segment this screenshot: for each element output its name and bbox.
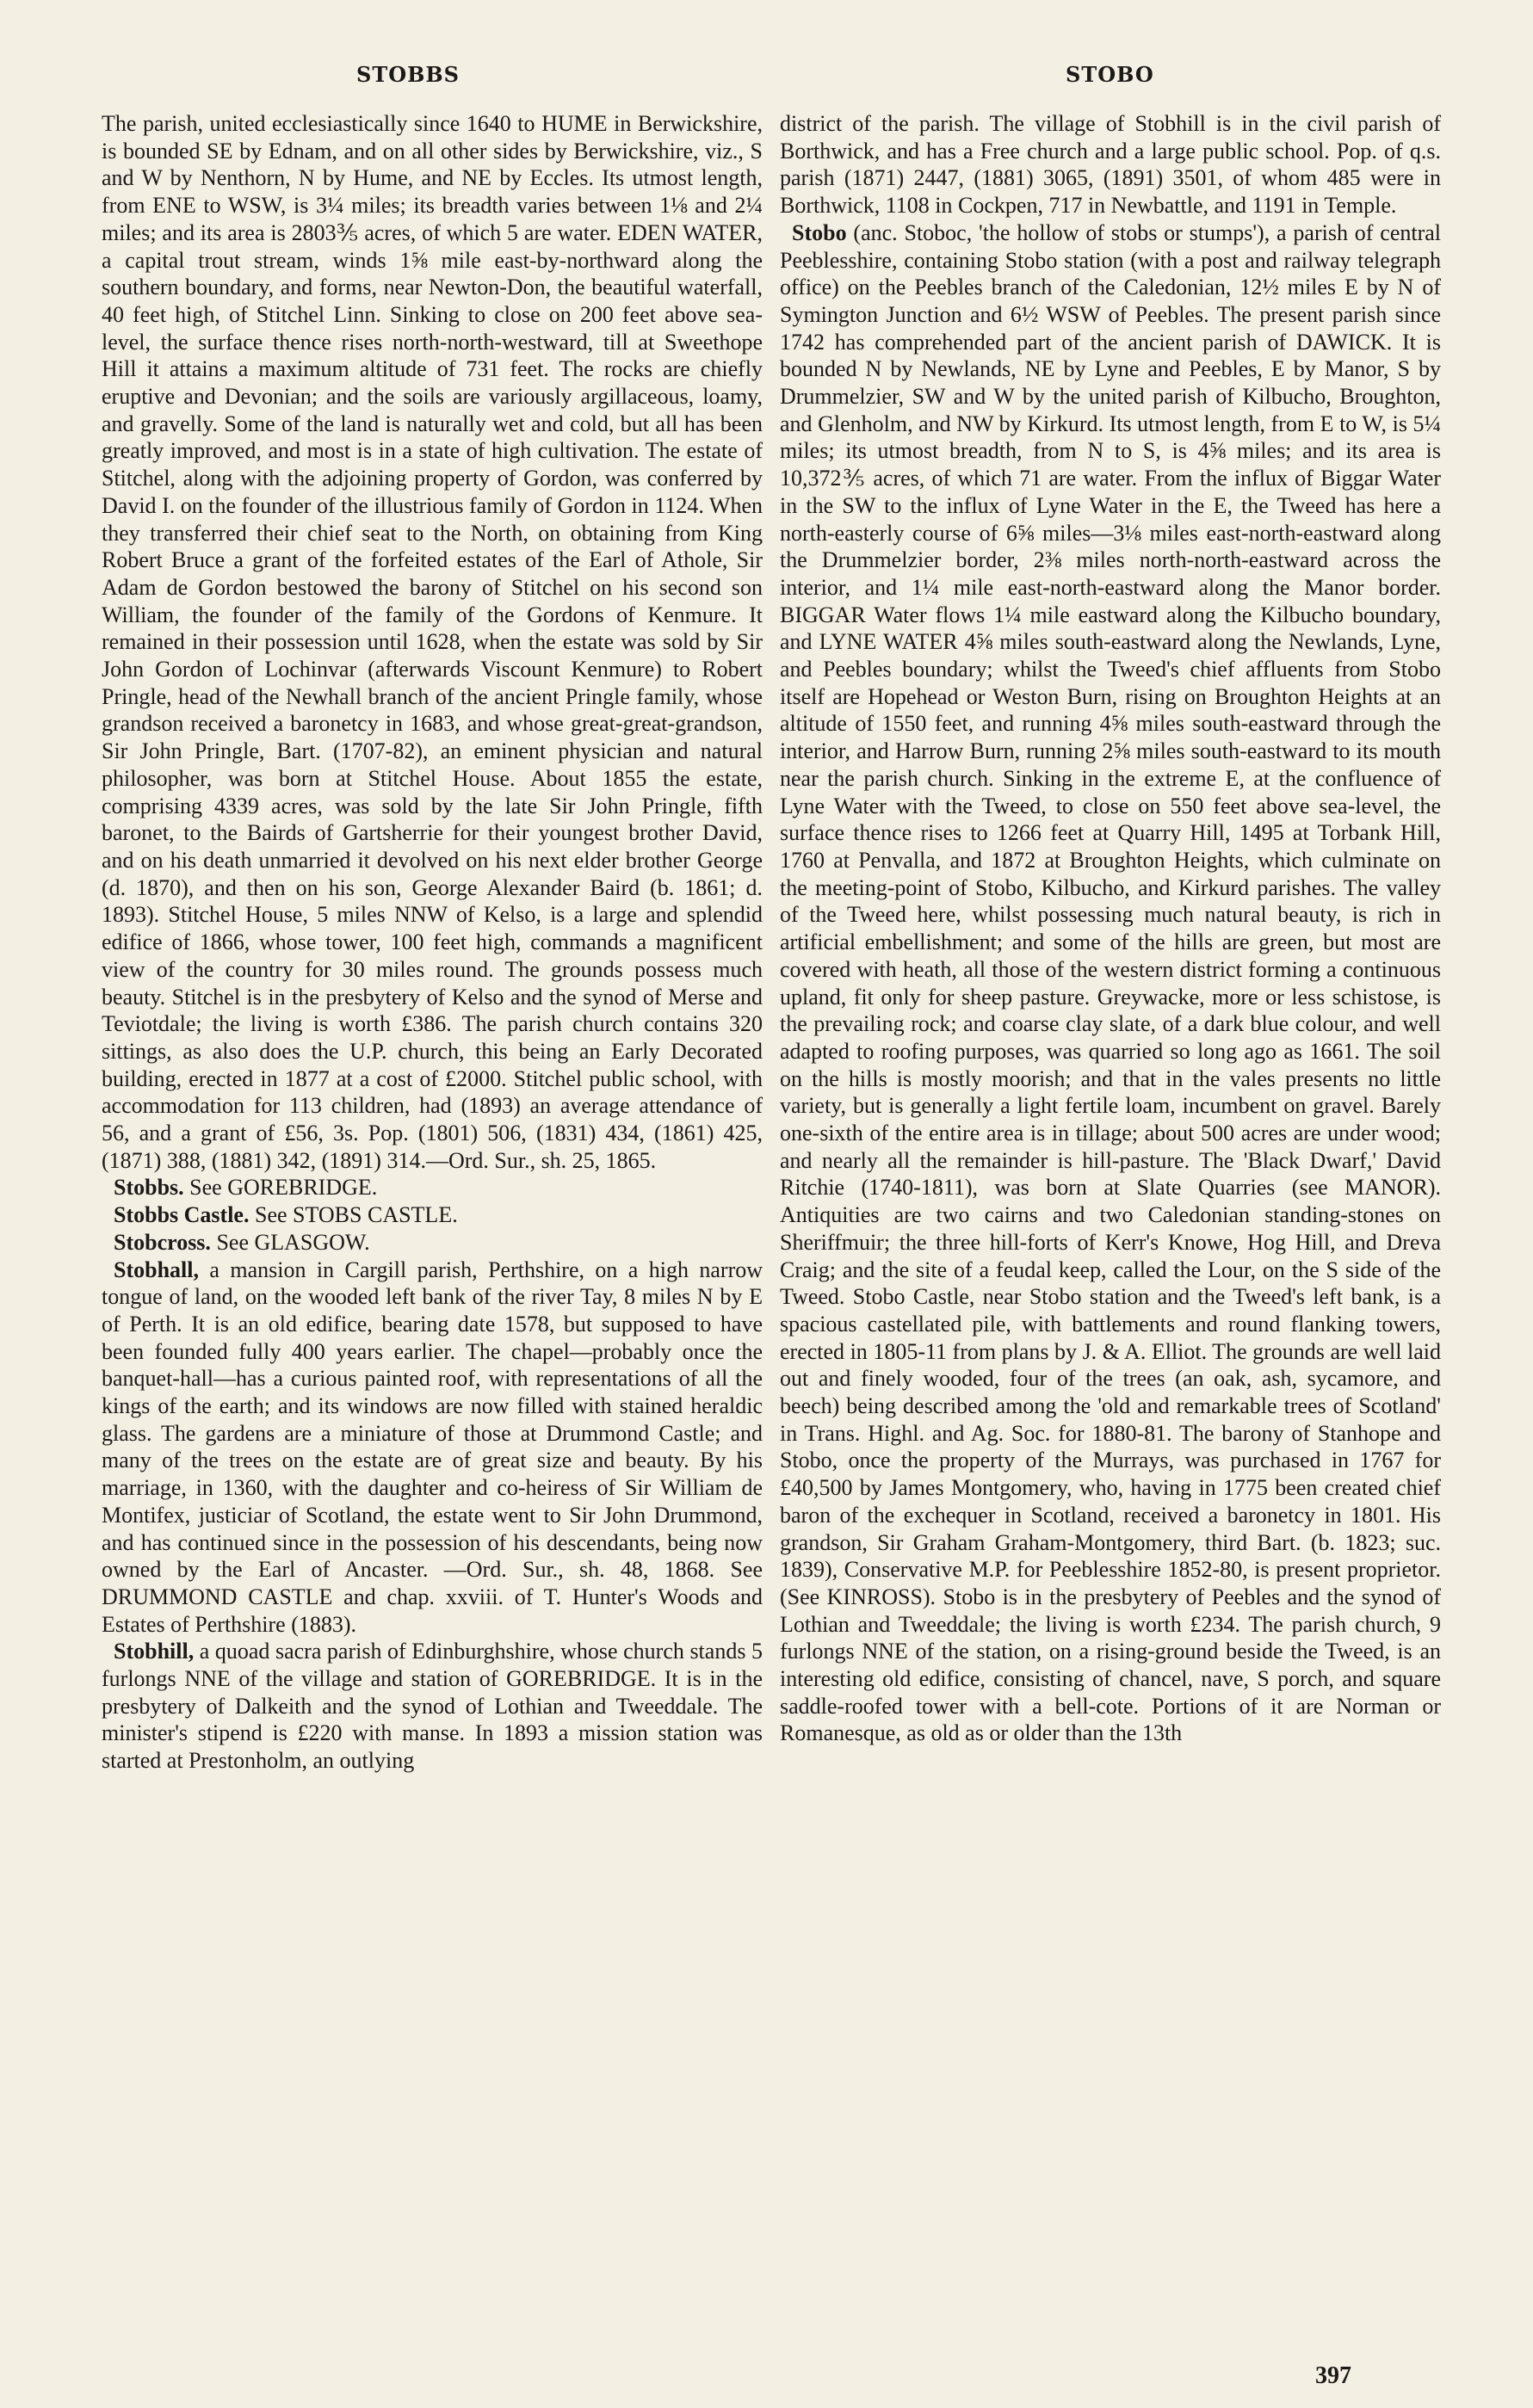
entry-stobhill-body: a quoad sacra parish of Edinburghshire, whose church stands 5 furlongs NNE of the village and station of GOREBRIDGE. It is in the presbytery of Dalkeith and the synod of Lothian and Tweeddale. The minister's stipend is £220 with manse. In 1893 a mission station was started at Prestonholm, an outlying [102, 1639, 763, 1774]
entry-stobhill [102, 1638, 763, 1775]
column-divider [769, 110, 770, 2365]
entry-stobcross [102, 1229, 763, 1256]
entry-stobbs [102, 1174, 763, 1201]
running-head-right: STOBO [1066, 62, 1154, 87]
entry-stobbs-castle [102, 1201, 763, 1229]
entry-stobbs-headword: Stobbs. [114, 1175, 184, 1201]
entry-stobhall [102, 1256, 763, 1639]
entry-stobo-headword: Stobo [792, 219, 847, 245]
page-number: 397 [1315, 2362, 1351, 2389]
entry-stobhall-headword: Stobhall, [114, 1256, 199, 1282]
entry-stobbs-body: See GOREBRIDGE. [189, 1175, 378, 1201]
entry-stobcross-body: See GLASGOW. [216, 1229, 370, 1255]
entry-stobhill-continuation: district of the parish. The village of Stobhill is in the civil parish of Borthwick, and has a Free church and a large public school. Pop. of q.s. parish (1871) 2447, (1881) 3065, (1891) 3501, of whom 485 were in Borthwick, 1108 in Cockpen, 717 in Newbattle, and 1191 in Temple. [780, 111, 1441, 219]
entry-stitchel-continuation: The parish, united ecclesiastically since 1640 to HUME in Berwickshire, is bounded SE by Ednam, and on all other sides by Berwickshire, viz., S and W by Nenthorn, N by Hume, and NE by Eccles. Its utmost length, from ENE to WSW, is 3¼ miles; its breadth varies between 1⅛ and 2¼ miles; and its area is 2803⅗ acres, of which 5 are water. EDEN WATER, a capital trout stream, winds 1⅝ mile east-by-northward along the southern boundary, and forms, near Newton-Don, the beautiful waterfall, 40 feet high, of Stitchel Linn. Sinking to close on 200 feet above sea-level, the surface thence rises north-north-westward, till at Sweethope Hill it attains a maximum altitude of 731 feet. The rocks are chiefly eruptive and Devonian; and the soils are variously argillaceous, loamy, and gravelly. Some of the land is naturally wet and cold, but all has been greatly improved, and most is in a state of high cultivation. The estate of Stitchel, along with the adjoining property of Gordon, was conferred by David I. on the founder of the illustrious family of Gordon in 1124. When they transferred their chief seat to the North, on obtaining from King Robert Bruce a grant of the forfeited estates of the Earl of Athole, Sir Adam de Gordon bestowed the barony of Stitchel on his second son William, the founder of the family of the Gordons of Kenmure. It remained in their possession until 1628, when the estate was sold by Sir John Gordon of Lochinvar (afterwards Viscount Kenmure) to Robert Pringle, head of the Newhall branch of the ancient Pringle family, whose grandson received a baronetcy in 1683, and whose great-great-grandson, Sir John Pringle, Bart. (1707-82), an eminent physician and natural philosopher, was born at Stitchel House. About 1855 the estate, comprising 4339 acres, was sold by the late Sir John Pringle, fifth baronet, to the Bairds of Gartsherrie for their youngest brother David, and on his death unmarried it devolved on his next elder brother George (d. 1870), and then on his son, George Alexander Baird (b. 1861; d. 1893). Stitchel House, 5 miles NNW of Kelso, is a large and splendid edifice of 1866, whose tower, 100 feet high, commands a magnificent view of the country for 30 miles round. The grounds possess much beauty. Stitchel is in the presbytery of Kelso and the synod of Merse and Teviotdale; the living is worth £386. The parish church contains 320 sittings, as also does the U.P. church, this being an Early Decorated building, erected in 1877 at a cost of £2000. Stitchel public school, with accommodation for 113 children, had (1893) an average attendance of 56, and a grant of £56, 3s. Pop. (1801) 506, (1831) 434, (1861) 425, (1871) 388, (1881) 342, (1891) 314.—Ord. Sur., sh. 25, 1865. [102, 111, 763, 1173]
entry-stobhall-body: a mansion in Cargill parish, Perthshire, on a high narrow tongue of land, on the wooded left bank of the river Tay, 8 miles N by E of Perth. It is an old edifice, bearing date 1578, but supposed to have been founded fully 400 years earlier. The chapel—probably once the banquet-hall—has a curious painted roof, with representations of all the kings of the earth; and its windows are now filled with stained heraldic glass. The gardens are a miniature of those at Drummond Castle; and many of the trees on the estate are of great size and beauty. By his marriage, in 1360, with the daughter and co-heiress of Sir William de Montifex, justiciar of Scotland, the estate went to Sir John Drummond, and has continued since in the possession of his descendants, being now owned by the Earl of Ancaster. —Ord. Sur., sh. 48, 1868. See DRUMMOND CASTLE and chap. xxviii. of T. Hunter's Woods and Estates of Perthshire (1883). [102, 1256, 763, 1637]
running-head-left: STOBBS [356, 62, 460, 87]
entry-stobhill-headword: Stobhill, [114, 1639, 195, 1664]
entry-stobcross-headword: Stobcross. [114, 1229, 211, 1255]
right-column [780, 110, 1441, 1747]
entry-stobo-body: (anc. Stoboc, 'the hollow of stobs or stumps'), a parish of central Peeblesshire, containing Stobo station (with a post and railway telegraph office) on the Peebles branch of the Caledonian, 12½ miles E by N of Symington Junction and 6½ WSW of Peebles. The present parish since 1742 has comprehended part of the ancient parish of DAWICK. It is bounded N by Newlands, NE by Lyne and Peebles, E by Manor, S by Drummelzier, SW and W by the united parish of Kilbucho, Broughton, and Glenholm, and NW by Kirkurd. Its utmost length, from E to W, is 5¼ miles; its utmost breadth, from N to S, is 4⅝ miles; and its area is 10,372⅗ acres, of which 71 are water. From the influx of Biggar Water in the SW to the influx of Lyne Water in the E, the Tweed has here a north-easterly course of 6⅝ miles—3⅛ miles east-north-eastward along the Drummelzier border, 2⅜ miles north-north-eastward across the interior, and 1¼ mile east-north-eastward along the Manor border. BIGGAR Water flows 1¼ mile eastward along the Kilbucho boundary, and LYNE WATER 4⅝ miles south-eastward along the Newlands, Lyne, and Peebles boundary; whilst the Tweed's chief affluents from Stobo itself are Hopehead or Weston Burn, rising on Broughton Heights at an altitude of 1550 feet, and running 4⅝ miles south-eastward through the interior, and Harrow Burn, running 2⅝ miles south-eastward to its mouth near the parish church. Sinking in the extreme E, at the confluence of Lyne Water with the Tweed, to close on 550 feet above sea-level, the surface thence rises to 1266 feet at Quarry Hill, 1495 at Torbank Hill, 1760 at Penvalla, and 1872 at Broughton Heights, which culminate on the meeting-point of Stobo, Kilbucho, and Kirkurd parishes. The valley of the Tweed here, whilst possessing much natural beauty, is rich in artificial embellishment; and some of the hills are green, but most are covered with heath, all those of the western district forming a continuous upland, fit only for sheep pasture. Greywacke, more or less schistose, is the prevailing rock; and coarse clay slate, of a dark blue colour, and well adapted to roofing purposes, was quarried so long ago as 1661. The soil on the hills is mostly moorish; and that in the vales presents no little variety, but is generally a light fertile loam, incumbent on gravel. Barely one-sixth of the entire area is in tillage; about 500 acres are under wood; and nearly all the remainder is hill-pasture. The 'Black Dwarf,' David Ritchie (1740-1811), was born at Slate Quarries (see MANOR). Antiquities are two cairns and two Caledonian standing-stones on Sheriffmuir; the three hill-forts of Kerr's Knowe, Hog Hill, and Dreva Craig; and the site of a feudal keep, called the Lour, on the S side of the Tweed. Stobo Castle, near Stobo station and the Tweed's left bank, is a spacious castellated pile, with battlements and round flanking towers, erected in 1805-11 from plans by J. & A. Elliot. The grounds are well laid out and finely wooded, four of the trees (an oak, ash, sycamore, and beech) being described among the 'old and remarkable trees of Scotland' in Trans. Highl. and Ag. Soc. for 1880-81. The barony of Stanhope and Stobo, once the property of the Murrays, was purchased in 1767 for £40,500 by James Montgomery, who, having in 1775 been created chief baron of the exchequer in Scotland, received a baronetcy in 1801. His grandson, Sir Graham Graham-Montgomery, third Bart. (b. 1823; suc. 1839), Conservative M.P. for Peeblesshire 1852-80, is present proprietor. (See KINROSS). Stobo is in the presbytery of Peebles and the synod of Lothian and Tweeddale; the living is worth £234. The parish church, 9 furlongs NNE of the station, on a rising-ground beside the Tweed, is an interesting old edifice, consisting of chancel, nave, S porch, and square saddle-roofed tower with a bell-cote. Portions of it are Norman or Romanesque, as old as or older than the 13th [780, 219, 1442, 1746]
entry-stobbs-castle-body: See STOBS CASTLE. [254, 1202, 458, 1228]
entry-stobbs-castle-headword: Stobbs Castle. [114, 1202, 250, 1228]
left-column [102, 110, 763, 1775]
entry-stobo [780, 219, 1441, 1747]
